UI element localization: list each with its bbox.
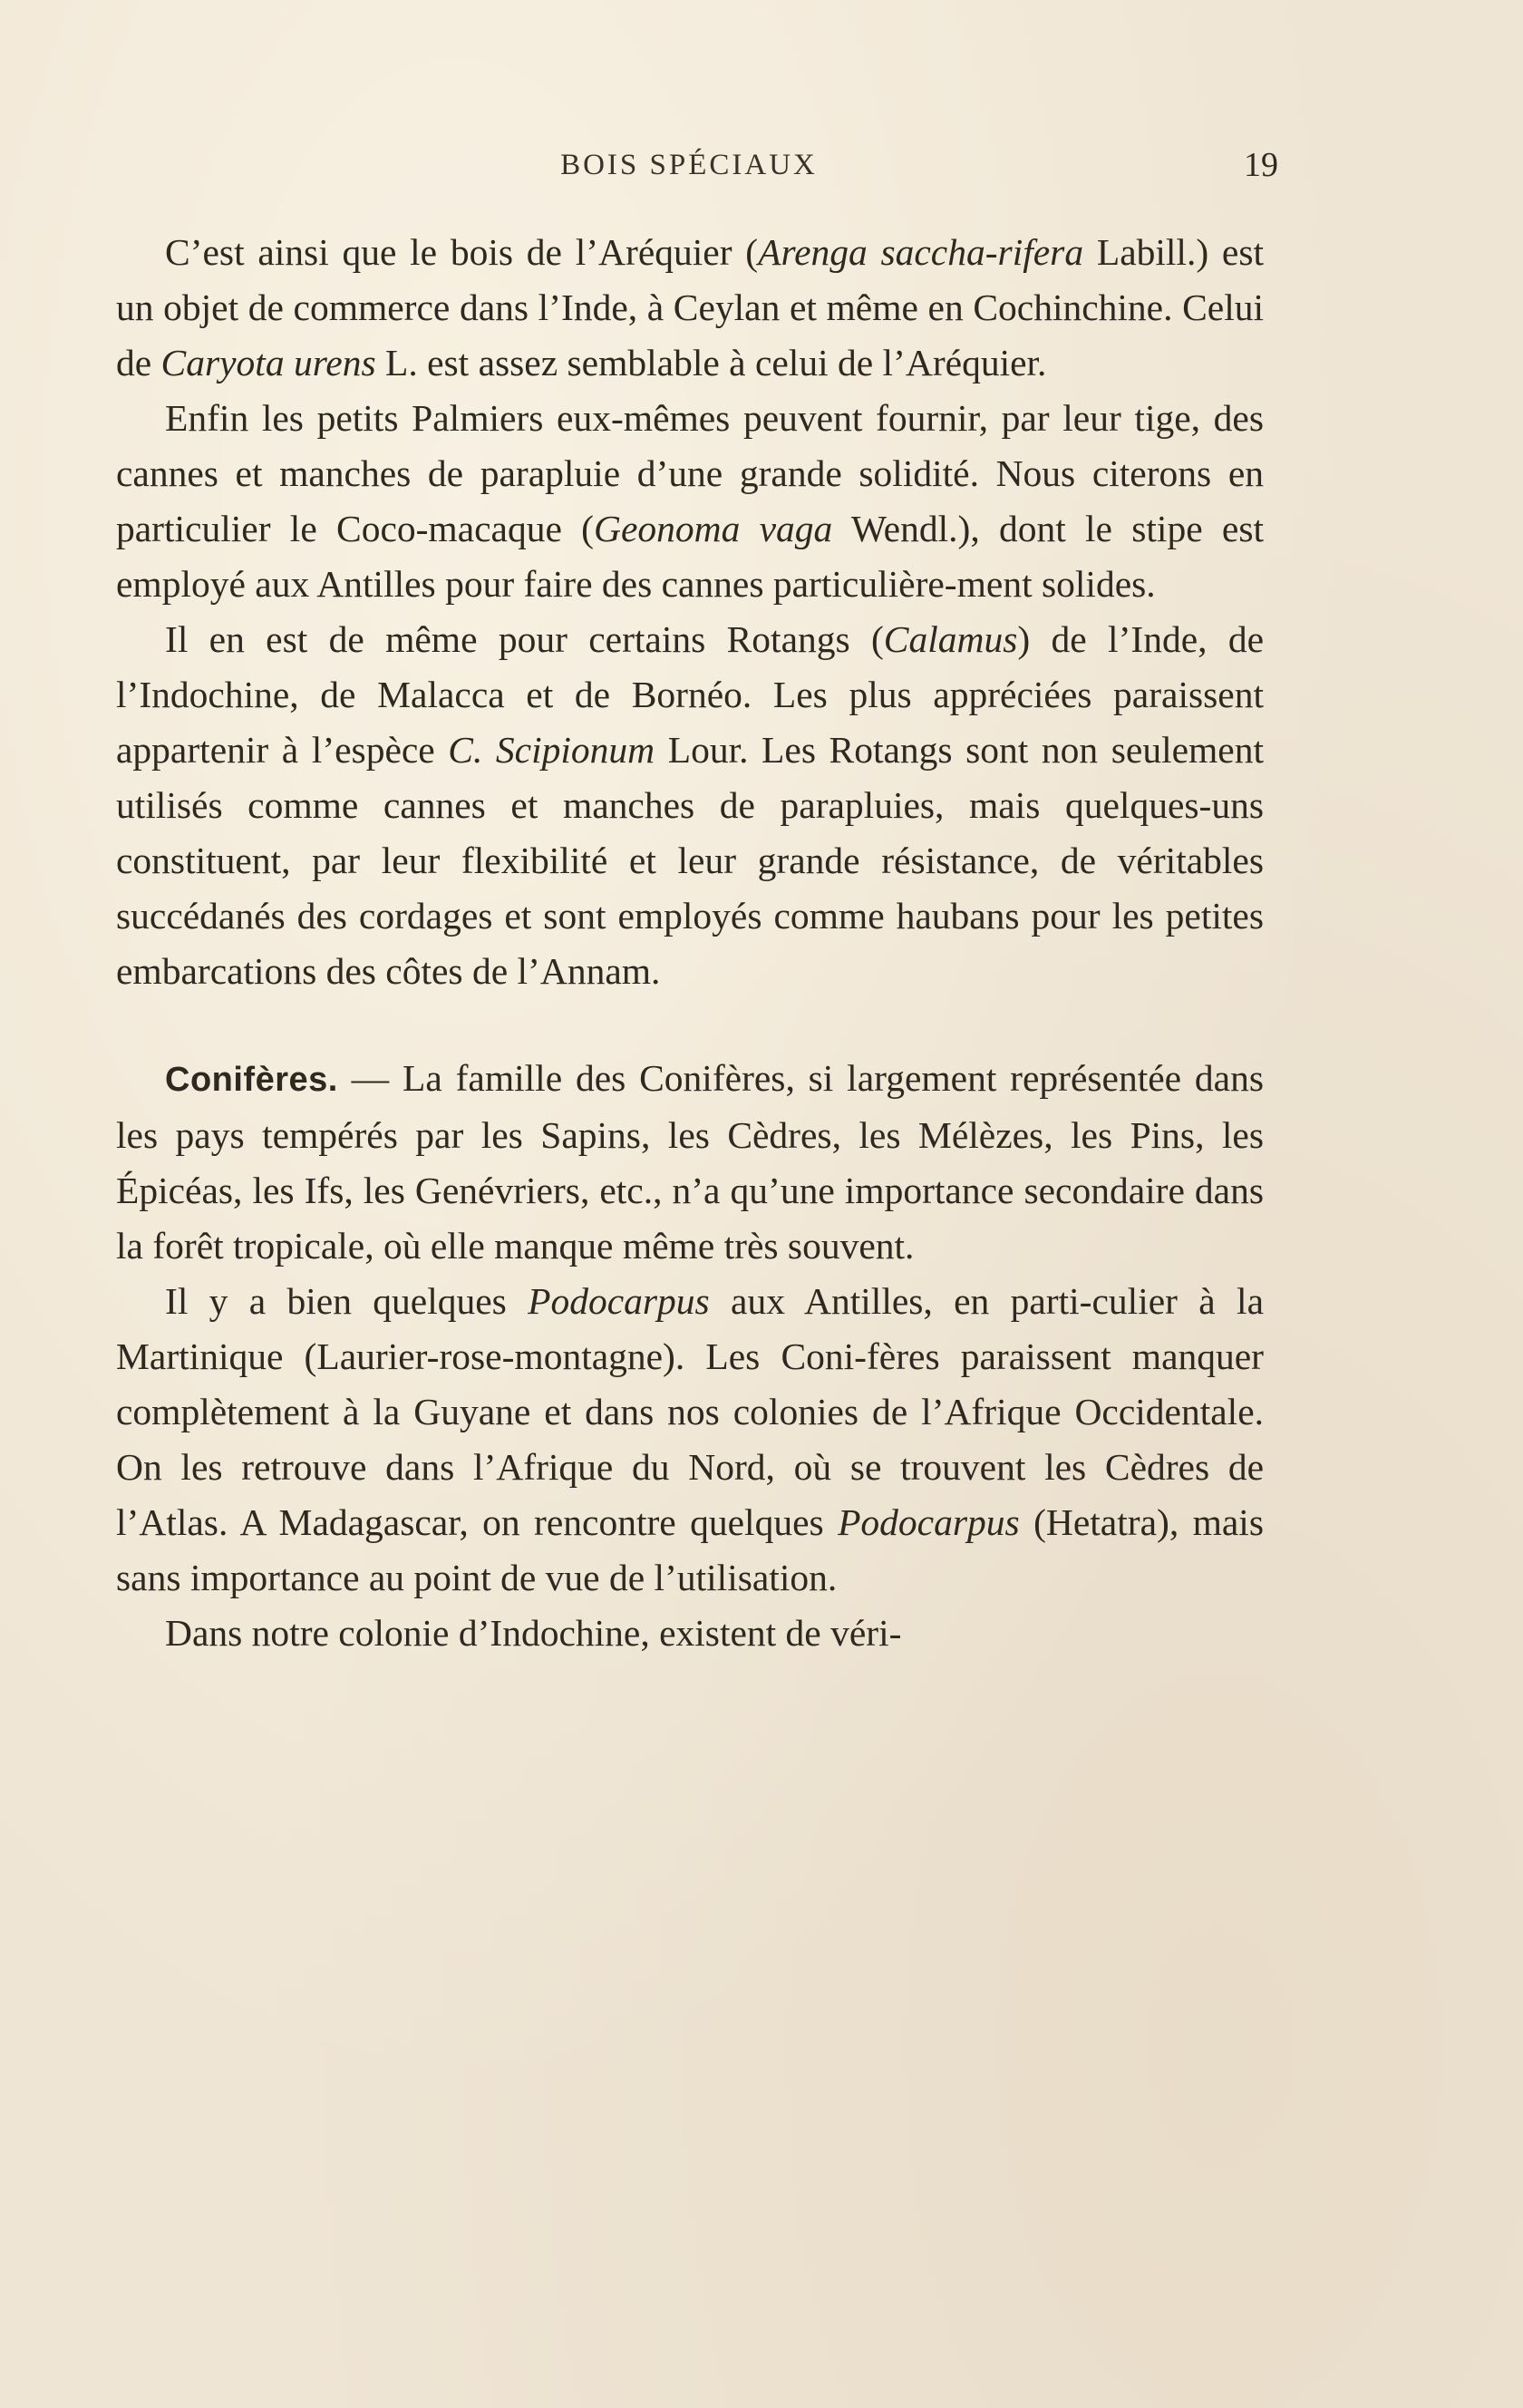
paragraph-podocarpus bbox=[116, 1274, 1264, 1606]
paragraph-indochine bbox=[116, 1606, 1264, 1661]
paragraph-rotangs bbox=[116, 612, 1264, 999]
species-name: Podocarpus bbox=[838, 1501, 1020, 1543]
running-head bbox=[118, 145, 1278, 190]
paragraph-petits-palmiers bbox=[116, 391, 1264, 612]
body-text bbox=[116, 225, 1264, 1661]
section-heading-coniferes: Conifères. bbox=[165, 1061, 338, 1099]
text-run: Lour. Les Rotangs sont non seulement utilisés comme cannes et manches de parapluies, mais quelques-uns constituent, par leur flexibilité et leur grande résistance, de véritables succédanés des cordages et sont employés comme haubans pour les petites embarcations des côtes de l’Annam. bbox=[116, 729, 1264, 992]
paragraph-arequier bbox=[116, 225, 1264, 391]
text-run: Il en est de même pour certains Rotangs ( bbox=[165, 618, 884, 660]
text-run: C’est ainsi que le bois de l’Aréquier ( bbox=[165, 231, 759, 273]
species-name: Podocarpus bbox=[528, 1280, 710, 1322]
text-run: Enfin les petits Palmiers eux-mêmes peuvent fournir, par leur tige, des cannes et manches de parapluie d’une grande solidité. Nous citerons en particulier le Coco-macaque ( bbox=[116, 397, 1264, 549]
text-run: Wendl.), dont le stipe est employé aux Antilles pour faire des cannes particulière-ment solides. bbox=[116, 508, 1265, 605]
text-run: Il y a bien quelques bbox=[165, 1280, 529, 1322]
text-run: ) de l’Inde, de l’Indochine, de Malacca et de Bornéo. Les plus appréciées paraissent appartenir à l’espèce bbox=[116, 618, 1265, 771]
text-run: L. est assez semblable à celui de l’Aréquier. bbox=[375, 342, 1047, 384]
section-spacer bbox=[116, 999, 1264, 1051]
text-run: Labill.) est un objet de commerce dans l’Inde, à Ceylan et même en Cochinchine. Celui de bbox=[116, 231, 1264, 384]
page-number: 19 bbox=[1244, 146, 1278, 184]
species-name: C. Scipionum bbox=[448, 729, 655, 771]
species-name: Geonoma vaga bbox=[594, 508, 833, 549]
text-run: — La famille des Conifères, si largement représentée dans les pays tempérés par les Sapins, les Cèdres, les Mélèzes, les Pins, les Épicéas, les Ifs, les Genévriers, etc., n’a qu’une importance secondaire dans la forêt tropicale, où elle manque même très souvent. bbox=[116, 1057, 1264, 1267]
paragraph-coniferes bbox=[116, 1051, 1264, 1274]
species-name: Arenga saccha-rifera bbox=[758, 231, 1084, 273]
text-run: Dans notre colonie d’Indochine, existent de véri- bbox=[165, 1612, 902, 1654]
text-run: aux Antilles, en parti-culier à la Martinique (Laurier-rose-montagne). Les Coni-fères paraissent manquer complètement à la Guyane et dans nos colonies de l’Afrique Occidentale. On les retrouve dans l’Afrique du Nord, où se trouvent les Cèdres de l’Atlas. A Madagascar, on rencontre quelques bbox=[116, 1280, 1264, 1543]
species-name: Calamus bbox=[883, 618, 1018, 660]
species-name: Caryota urens bbox=[160, 342, 376, 384]
text-run: (Hetatra), mais sans importance au point de vue de l’utilisation. bbox=[116, 1501, 1264, 1598]
running-title: BOIS SPÉCIAUX bbox=[560, 149, 818, 181]
